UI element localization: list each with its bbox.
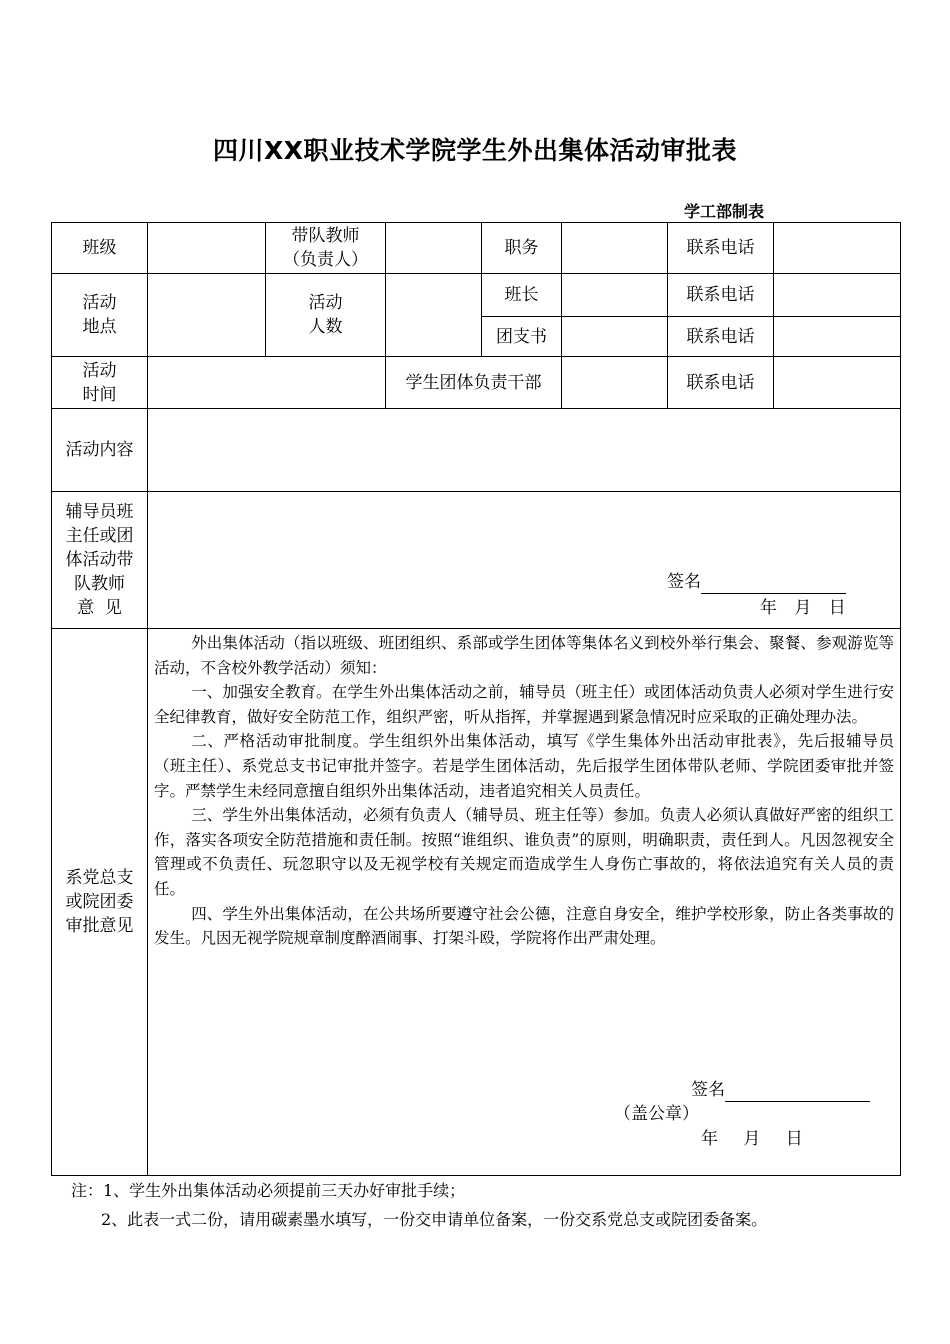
field-lead-teacher[interactable] xyxy=(386,223,482,274)
label-phone-4: 联系电话 xyxy=(668,357,774,409)
label-league-secretary: 团支书 xyxy=(482,317,562,357)
notice-item-1: 一、加强安全教育。在学生外出集体活动之前，辅导员（班主任）或团体活动负责人必须对学生进行安全纪律教育，做好安全防范工作，组织严密，听从指挥，并掌握遇到紧急情况时应采取的正确处理办法。 xyxy=(154,683,894,726)
field-participant-count[interactable] xyxy=(386,274,482,357)
label-content: 活动内容 xyxy=(52,409,148,492)
counselor-line-5: 意 见 xyxy=(77,598,122,618)
field-phone-2[interactable] xyxy=(774,274,901,317)
field-league-secretary[interactable] xyxy=(562,317,668,357)
dept-sign-line[interactable] xyxy=(725,1083,870,1102)
label-location-line1: 活动 xyxy=(82,293,117,313)
field-content[interactable] xyxy=(148,409,901,492)
counselor-line-4: 队教师 xyxy=(74,574,125,594)
label-location xyxy=(52,274,148,357)
counselor-sign-line[interactable] xyxy=(701,575,846,594)
form-title: 四川XX职业技术学院学生外出集体活动审批表 xyxy=(212,136,738,165)
label-phone-3: 联系电话 xyxy=(668,317,774,357)
row-time xyxy=(52,357,901,409)
footnotes xyxy=(71,1176,767,1234)
row-location xyxy=(52,274,901,317)
notice-item-4: 四、学生外出集体活动，在公共场所要遵守社会公德，注意自身安全，维护学校形象，防止各类事故的发生。凡因无视学院规章制度醉酒闹事、打架斗殴，学院将作出严肃处理。 xyxy=(154,904,894,948)
counselor-sign-label: 签名 xyxy=(667,572,701,592)
approval-form-table xyxy=(51,222,901,1176)
notice-item-2: 二、严格活动审批制度。学生组织外出集体活动，填写《学生集体外出活动审批表》，先后报辅导员（班主任）、系党总支书记审批并签字。若是学生团体活动，先后报学生团体带队老师、学院团委审批并签字。严禁学生未经同意擅自组织外出集体活动，违者追究相关人员责任。 xyxy=(154,732,894,800)
row-class xyxy=(52,223,901,274)
field-class[interactable] xyxy=(148,223,266,274)
label-lead-teacher xyxy=(266,223,386,274)
safety-notice xyxy=(148,631,900,951)
label-counselor-opinion xyxy=(52,492,148,629)
dept-line-2: 或院团委 xyxy=(65,892,134,912)
footnote-2: 2、此表一式二份，请用碳素墨水填写，一份交申请单位备案，一份交系党总支或院团委备案。 xyxy=(101,1210,768,1229)
label-lead-teacher-line2: （负责人） xyxy=(283,250,368,270)
label-phone-1: 联系电话 xyxy=(668,223,774,274)
notice-item-3: 三、学生外出集体活动，必须有负责人（辅导员、班主任等）参加。负责人必须认真做好严密的组织工作，落实各项安全防范措施和责任制。按照“谁组织、谁负责”的原则，明确职责，责任到人。凡因忽视安全管理或不负责任、玩忽职守以及无视学校有关规定而造成学生人身伤亡事故的，将依法追究有关人员的责任。 xyxy=(154,806,894,898)
field-student-leader[interactable] xyxy=(562,357,668,409)
row-counselor-opinion xyxy=(52,492,901,629)
dept-line-1: 系党总支 xyxy=(65,868,134,888)
field-location[interactable] xyxy=(148,274,266,357)
field-phone-4[interactable] xyxy=(774,357,901,409)
label-class: 班级 xyxy=(52,223,148,274)
label-count-line1: 活动 xyxy=(308,293,343,313)
field-phone-1[interactable] xyxy=(774,223,901,274)
label-location-line2: 地点 xyxy=(82,317,117,337)
counselor-date: 年 月 日 xyxy=(760,598,846,618)
field-phone-3[interactable] xyxy=(774,317,901,357)
field-position[interactable] xyxy=(562,223,668,274)
dept-signature xyxy=(691,1078,870,1102)
row-dept-opinion xyxy=(52,629,901,1176)
field-monitor[interactable] xyxy=(562,274,668,317)
maker-label: 学工部制表 xyxy=(684,202,765,221)
counselor-line-1: 辅导员班 xyxy=(65,502,134,522)
label-participant-count xyxy=(266,274,386,357)
field-dept-opinion[interactable] xyxy=(148,629,901,1176)
counselor-signature xyxy=(667,570,846,594)
dept-line-3: 审批意见 xyxy=(65,916,134,936)
label-time xyxy=(52,357,148,409)
notice-intro: 外出集体活动（指以班级、班团组织、系部或学生团体等集体名义到校外举行集会、聚餐、参观游览等活动，不含校外教学活动）须知： xyxy=(154,634,894,677)
label-lead-teacher-line1: 带队教师 xyxy=(291,226,360,246)
dept-sign-label: 签名 xyxy=(691,1080,725,1100)
official-seal-label: （盖公章） xyxy=(614,1104,699,1124)
field-counselor-opinion[interactable] xyxy=(148,492,901,629)
footnote-1: 注：1、学生外出集体活动必须提前三天办好审批手续； xyxy=(71,1181,466,1200)
row-content xyxy=(52,409,901,492)
label-count-line2: 人数 xyxy=(308,317,343,337)
label-student-leader: 学生团体负责干部 xyxy=(386,357,562,409)
dept-date: 年 月 日 xyxy=(701,1129,803,1149)
counselor-line-2: 主任或团 xyxy=(65,526,134,546)
label-time-line1: 活动 xyxy=(82,360,117,381)
label-monitor: 班长 xyxy=(482,274,562,317)
label-time-line2: 时间 xyxy=(82,384,117,405)
label-phone-2: 联系电话 xyxy=(668,274,774,317)
field-time[interactable] xyxy=(148,357,386,409)
label-dept-opinion xyxy=(52,629,148,1176)
label-position: 职务 xyxy=(482,223,562,274)
counselor-line-3: 体活动带 xyxy=(65,550,134,570)
